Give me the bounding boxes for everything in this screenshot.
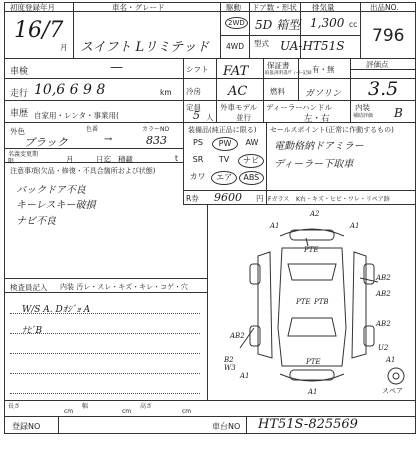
date-label: 日迄 (96, 155, 111, 164)
capacity-label: 定員 (186, 103, 201, 112)
equipment-item: TV (218, 155, 230, 164)
equipment-row (186, 171, 264, 185)
first-reg-value: 16/7 (14, 18, 64, 43)
height-label: 高さ (140, 403, 153, 410)
equipment-item: ABS (239, 171, 264, 185)
car-damage-diagram (210, 208, 414, 398)
month-label: 月 (66, 155, 74, 164)
exterior-model-label: 外車モデル (220, 103, 258, 112)
note-line-3: ナビ不良 (16, 216, 56, 227)
inspector-label: 検査員記入 (10, 283, 48, 292)
equipment-grid (186, 137, 264, 188)
reg-no-label: 登録NO (12, 422, 41, 431)
car-name-value: スイフト Lリミテッド (80, 40, 210, 55)
drive-2wd: 2WD (225, 17, 248, 29)
notes-label: 注意事項(欠品・修復・不具合箇所および状態) (10, 167, 156, 175)
mark-ptb: PTB (314, 298, 329, 306)
equipment-item: AW (245, 138, 259, 147)
mark-a1-left: A1 (270, 222, 280, 230)
inspection-value: — (110, 60, 123, 75)
color-label: 外色 (10, 127, 25, 136)
mark-ab2-r1: AB2 (376, 274, 391, 282)
model-code: UA-HT51S (280, 39, 345, 53)
spare-label: スペア (382, 387, 403, 395)
equipment-item: PW (212, 137, 238, 151)
score-value: 3.5 (368, 78, 399, 100)
color-value: ブラック (24, 136, 68, 149)
model-grade-label: 車名・グレード (112, 3, 165, 12)
inspector-line-2: ﾅﾋﾞB (22, 326, 43, 336)
mark-u2: U2 (378, 344, 389, 352)
lot-number: 796 (372, 26, 405, 46)
ac-label: 冷房 (186, 87, 201, 96)
name-change-label: 名義変更期限 (8, 151, 39, 165)
note-line-1: バックドア不良 (16, 185, 86, 196)
cc-unit: cc (349, 20, 358, 29)
mark-ab2-r2: AB2 (376, 290, 391, 298)
month-unit: 月 (60, 43, 68, 52)
mark-a1-rear-right: A1 (386, 356, 396, 364)
equipment-item: PS (193, 138, 203, 147)
equipment-row (186, 154, 264, 168)
mileage-value: 10,6 6 9 8 (34, 82, 106, 98)
inspection-label: 車検 (10, 67, 29, 77)
warranty-sub: 取扱説明書/ﾃﾞｨｰﾗｰ記録 (265, 71, 312, 76)
load-unit: t (175, 154, 178, 163)
width-unit: cm (122, 408, 132, 415)
r-ticket-unit: 円 (256, 194, 264, 203)
mark-pte-rear: PTE (306, 358, 321, 366)
shift-label: シフト (186, 65, 209, 74)
parallel-label: 並行 (236, 113, 251, 122)
mark-w3: W3 (224, 364, 236, 372)
equipment-label: 装備品(純正品に限る) (188, 126, 257, 134)
equipment-item: カワ (189, 172, 206, 181)
mileage-label: 走行 (10, 89, 29, 99)
shift-value: FAT (223, 64, 249, 79)
sales-label: セールスポイント(正常に作動するもの) (270, 126, 394, 134)
mark-a1-right: A1 (350, 222, 360, 230)
mark-a1-bottom: A1 (308, 388, 318, 396)
type-label: 型式 (254, 39, 269, 48)
history-options: 自家用・レンタ・事業用( (34, 111, 119, 120)
sales-line-1: 電動格納ドアミラー (274, 141, 364, 152)
warranty-label: 保証書 (267, 61, 290, 70)
drive-label: 駆動 (226, 3, 241, 12)
warranty-value: 有・無 (312, 65, 335, 74)
mileage-unit: km (160, 88, 172, 97)
displacement-label: 排気量 (312, 3, 335, 12)
drive-4wd: 4WD (226, 42, 244, 51)
equipment-row (186, 137, 264, 151)
fuel-value: ガソリン (305, 89, 342, 99)
doors-label: ドア数・形状 (252, 3, 297, 12)
load-label: 積載 (118, 155, 133, 164)
cc-value: 1,300 (310, 16, 345, 30)
height-unit: cm (182, 408, 192, 415)
mark-a2-top: A2 (310, 210, 320, 218)
handle-value: 左・右 (304, 114, 330, 124)
equipment-item: エア (211, 171, 236, 185)
mark-pte-front: PTE (304, 246, 319, 254)
lot-label: 出品NO. (370, 3, 399, 12)
color-no-label: 色番 (86, 126, 99, 133)
capacity-unit: 人 (206, 113, 214, 122)
dealer-label: ディーラー (266, 103, 303, 112)
capacity-value: 5 (193, 109, 200, 122)
interior-sub: 補助評価 (353, 113, 374, 119)
color-no-value: → (104, 134, 113, 145)
mark-b2: B2 (224, 356, 234, 364)
equipment-item: SR (192, 155, 204, 164)
ac-value: AC (228, 84, 248, 99)
width-label: 幅 (82, 403, 89, 410)
mark-a1-lower: A1 (240, 372, 250, 380)
sales-line-2: ディーラー下取車 (274, 159, 354, 170)
mark-pte-mid: PTE (296, 298, 311, 306)
inspector-options: 内装 汚レ・スレ・キズ・キレ・コゲ・穴 (60, 283, 189, 291)
doors-value: 5D 箱型 (255, 18, 301, 32)
change-value: 833 (146, 134, 167, 147)
r-ticket-label: R券 (186, 194, 199, 203)
interior-value: B (394, 106, 403, 120)
first-reg-label: 初度登録年月 (10, 3, 55, 12)
r-ticket-value: 9600 (214, 191, 242, 204)
chassis-value: HT51S-825569 (258, 417, 358, 432)
equipment-item: ナビ (238, 154, 264, 168)
fuel-label: 燃料 (270, 87, 285, 96)
length-label: 長さ (8, 403, 21, 410)
chassis-label: 車台NO (212, 422, 241, 431)
glass-options: K右・キズ・ヒビ・ワレ・リペア跡 (296, 196, 390, 203)
interior-label: 内装 (355, 103, 370, 112)
mark-ab2-r3: AB2 (376, 320, 391, 328)
history-label: 車歴 (10, 109, 29, 119)
handle-label: ハンドル (302, 103, 332, 112)
score-label: 評価点 (366, 60, 389, 69)
note-line-2: キーレスキー破損 (16, 200, 96, 211)
mark-ab2-left: AB2 (230, 332, 245, 340)
inspector-line-1: W/S A. Dｵｼﾞｮ A (22, 305, 91, 315)
change-label: カラーNO (142, 126, 170, 133)
glass-label: Fガラス (268, 196, 290, 203)
length-unit: cm (64, 408, 74, 415)
